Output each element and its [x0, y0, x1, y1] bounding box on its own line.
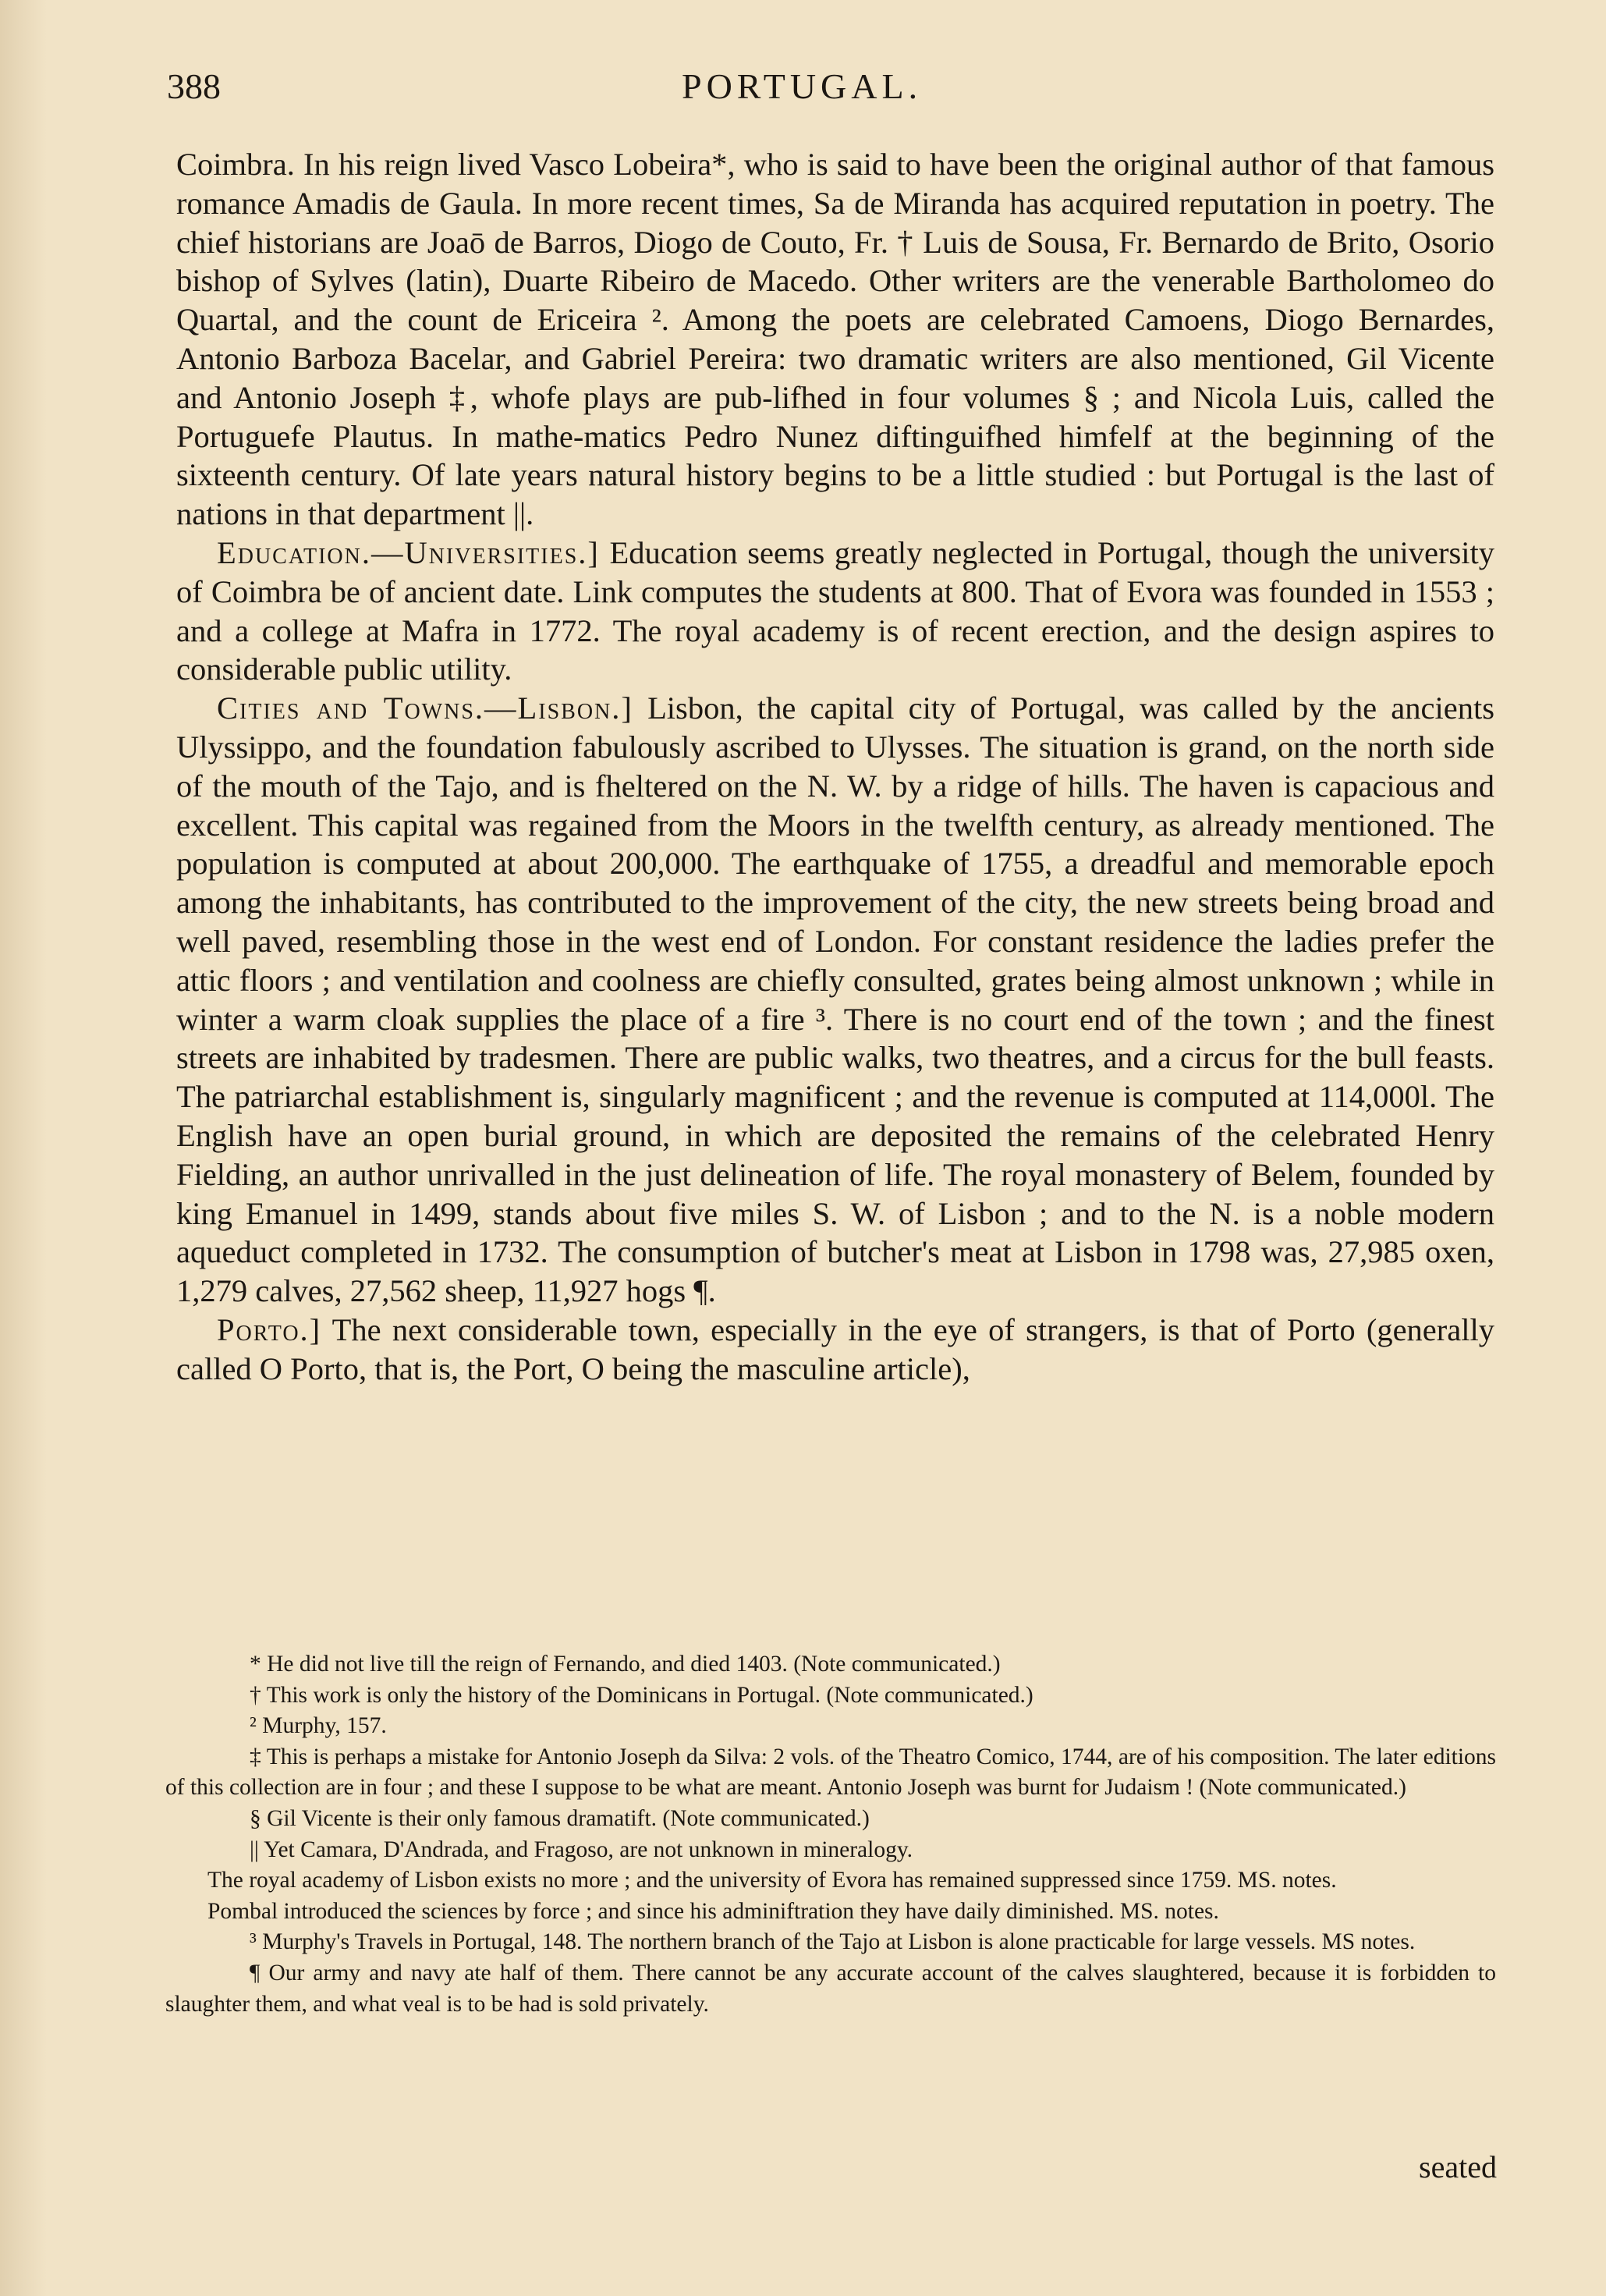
- footnote-text: This work is only the history of the Dominicans in Portugal. (Note communicated.): [266, 1682, 1033, 1708]
- section-heading-education: Education.—Universities.]: [217, 534, 600, 570]
- paragraph-text: Education seems greatly neglected in Portugal, though the university of Coimbra be of ancient date. Link computes the students at 800. That of Evora was founded in 1553 ; and a college at Mafra in 1772. The royal academy is of recent erection, and the design aspires to considerable public utility.: [176, 534, 1494, 687]
- footnote-text: Murphy's Travels in Portugal, 148. The northern branch of the Tajo at Lisbon is alone practicable for large vessels. MS notes.: [262, 1929, 1416, 1955]
- footnote-mark: ||: [250, 1836, 259, 1862]
- paragraph-text: Coimbra. In his reign lived Vasco Lobeira*, who is said to have been the original author of that famous romance Amadis de Gaula. In more recent times, Sa de Miranda has acquired reputation in poetry. The chief historians are Joaō de Barros, Diogo de Couto, Fr. † Luis de Sousa, Fr. Bernardo de Brito, Osorio bishop of Sylves (latin), Duarte Ribeiro de Macedo. Other writers are the venerable Bartholomeo do Quartal, and the count de Ericeira ². Among the poets are celebrated Camoens, Diogo Bernardes, Antonio Barboza Bacelar, and Gabriel Pereira: two dramatic writers are also mentioned, Gil Vicente and Antonio Joseph ‡, whofe plays are pub-lifhed in four volumes § ; and Nicola Luis, called the Portuguefe Plautus. In mathe-matics Pedro Nunez diftinguifhed himfelf at the beginning of the sixteenth century. Of late years natural history begins to be a little studied : but Portugal is the last of nations in that department ||.: [176, 147, 1494, 532]
- footnote-mark: ³: [250, 1929, 257, 1955]
- paragraph-text: Lisbon, the capital city of Portugal, was called by the ancients Ulyssippo, and the foundation fabulously ascribed to Ulysses. The situation is grand, on the north side of the mouth of the Tajo, and is fheltered on the N. W. by a ridge of hills. The haven is capacious and excellent. This capital was regained from the Moors in the twelfth century, as already mentioned. The population is computed at about 200,000. The earthquake of 1755, a dreadful and memorable epoch among the inhabitants, has contributed to the improvement of the city, the new streets being broad and well paved, resembling those in the west end of London. For constant residence the ladies prefer the attic floors ; and ventilation and coolness are chiefly consulted, grates being almost unknown ; while in winter a warm cloak supplies the place of a fire ³. There is no court end of the town ; and the finest streets are inhabited by tradesmen. There are public walks, two theatres, and a circus for the bull feasts. The patriarchal establishment is, singularly magnificent ; and the revenue is computed at 114,000l. The English have an open burial ground, in which are deposited the remains of the celebrated Henry Fielding, an author unrivalled in the just delineation of life. The royal monastery of Belem, founded by king Emanuel in 1499, stands about five miles S. W. of Lisbon ; and to the N. is a noble modern aqueduct completed in 1732. The consumption of butcher's meat at Lisbon in 1798 was, 27,985 oxen, 1,279 calves, 27,562 sheep, 11,927 hogs ¶.: [176, 690, 1494, 1309]
- footnote-mark: *: [250, 1652, 261, 1677]
- footnote-mark: ²: [250, 1713, 257, 1739]
- footnote-text: Pombal introduced the sciences by force ; and since his adminiftration they have daily diminished. MS. notes.: [207, 1898, 1219, 1924]
- section-heading-porto: Porto.]: [217, 1311, 322, 1347]
- main-text: [176, 145, 1494, 1389]
- footnotes: [165, 1649, 1496, 2020]
- footnote-text: Murphy, 157.: [262, 1713, 387, 1739]
- paragraph-porto: [176, 1311, 1494, 1389]
- footnote-mark: ‡: [250, 1744, 261, 1769]
- footnote: [165, 1804, 1496, 1835]
- footnote-text: Yet Camara, D'Andrada, and Fragoso, are not unknown in mineralogy.: [264, 1836, 913, 1862]
- footnote: [165, 1835, 1496, 1866]
- page-header: [167, 66, 1493, 112]
- footnote: [165, 1927, 1496, 1958]
- footnote: [165, 1711, 1496, 1742]
- footnote-text: Gil Vicente is their only famous dramatift. (Note communicated.): [267, 1805, 870, 1831]
- footnote-text: He did not live till the reign of Fernando, and died 1403. (Note communicated.): [267, 1652, 1001, 1677]
- section-heading-lisbon: Cities and Towns.—Lisbon.]: [217, 690, 633, 726]
- footnote-mark: †: [250, 1682, 261, 1708]
- footnote: [165, 1649, 1496, 1680]
- footnote: [165, 1865, 1496, 1897]
- footnote: [165, 1958, 1496, 2020]
- paragraph-education: [176, 534, 1494, 689]
- page-gutter-shadow: [0, 0, 47, 2296]
- footnote-mark: ¶: [250, 1960, 261, 1985]
- footnote: [165, 1680, 1496, 1712]
- footnote: [165, 1742, 1496, 1804]
- paragraph-literature: [176, 145, 1494, 534]
- footnote-mark: §: [250, 1805, 261, 1831]
- catchword: seated: [1419, 2149, 1497, 2184]
- footnote: [165, 1897, 1496, 1928]
- paragraph-lisbon: [176, 689, 1494, 1311]
- footnote-text: Our army and navy ate half of them. There cannot be any accurate account of the calves slaughtered, because it is forbidden to slaughter them, and what veal is to be had is sold privately.: [165, 1960, 1496, 2017]
- running-title: PORTUGAL.: [682, 66, 923, 106]
- paragraph-text: The next considerable town, especially in the eye of strangers, is that of Porto (generally called O Porto, that is, the Port, O being the masculine article),: [176, 1311, 1494, 1386]
- page-number: 388: [167, 66, 221, 106]
- footnote-text: This is perhaps a mistake for Antonio Joseph da Silva: 2 vols. of the Theatro Comico, 1744, are of his composition. The later editions of this collection are in four ; and these I suppose to be what are meant. Antonio Joseph was burnt for Judaism ! (Note communicated.): [165, 1744, 1497, 1801]
- footnote-text: The royal academy of Lisbon exists no more ; and the university of Evora has remained suppressed since 1759. MS. notes.: [207, 1868, 1337, 1893]
